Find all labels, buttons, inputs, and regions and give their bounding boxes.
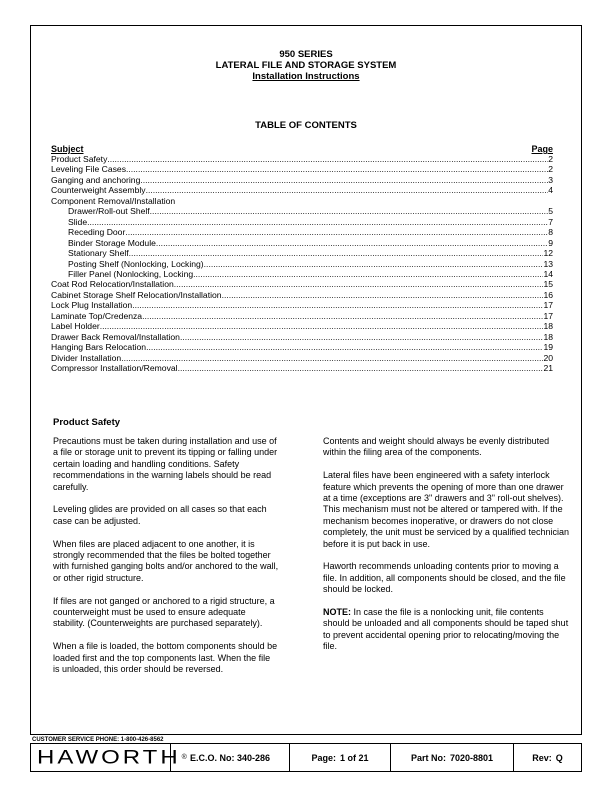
system-title: LATERAL FILE AND STORAGE SYSTEM	[215, 60, 397, 71]
toc-entry	[51, 269, 553, 279]
toc-entry-page: 9	[548, 237, 553, 248]
page-frame	[30, 25, 582, 735]
toc-entry-page: 2	[548, 164, 553, 175]
toc-leader-dots	[146, 185, 549, 195]
toc-entry-title: Lock Plug Installation	[51, 300, 133, 311]
toc-entry	[51, 311, 553, 321]
footer-bar	[30, 743, 582, 772]
toc-entry-title: Divider Installation	[51, 352, 122, 363]
toc-leader-dots	[140, 175, 548, 185]
toc-entry-page: 14	[543, 268, 553, 279]
toc-leader-dots	[180, 332, 543, 342]
note-label: NOTE:	[323, 607, 351, 618]
toc-entry-title: Coat Rod Relocation/Installation	[51, 279, 174, 290]
toc-leader-dots	[178, 363, 544, 373]
toc-entry-page: 12	[543, 248, 553, 259]
toc-entry-title: Leveling File Cases	[51, 164, 126, 175]
toc-entry-title: Component Removal/Installation	[51, 195, 176, 206]
toc-entry	[51, 259, 553, 269]
safety-paragraph: When files are placed adjacent to one another, it is strongly recommended that the files be bolted together with furnished ganging bolts and/or anchored to the wall, or other rigid structure.	[53, 538, 279, 583]
toc-entry-page: 19	[543, 342, 553, 353]
toc-entry-page: 17	[543, 310, 553, 321]
toc-list	[51, 154, 553, 374]
toc-leader-dots	[100, 321, 544, 331]
series-title: 950 SERIES	[279, 49, 333, 60]
toc-entry-title: Laminate Top/Credenza	[51, 310, 143, 321]
toc-entry	[51, 342, 553, 352]
toc-entry-page: 13	[543, 258, 553, 269]
product-safety-left-column	[53, 436, 279, 687]
toc-leader-dots	[87, 217, 548, 227]
table-of-contents	[51, 144, 553, 374]
toc-entry-title: Stationary Shelf	[68, 248, 129, 259]
toc-entry	[51, 363, 553, 373]
toc-entry-page: 7	[548, 216, 553, 227]
part-number	[391, 744, 514, 771]
logo-wordmark: HAWORTH	[37, 746, 181, 769]
toc-entry-title: Cabinet Storage Shelf Relocation/Installation	[51, 289, 222, 300]
toc-entry-page: 16	[543, 289, 553, 300]
toc-entry-title: Label Holder	[51, 321, 100, 332]
toc-entry-title: Filler Panel (Nonlocking, Locking	[68, 268, 194, 279]
toc-entry-title: Hanging Bars Relocation	[51, 342, 147, 353]
toc-entry	[51, 300, 553, 310]
rev-label: Rev:	[532, 752, 552, 763]
toc-entry-page: 4	[548, 185, 553, 196]
page-label: Page:	[311, 752, 336, 763]
customer-service-phone: CUSTOMER SERVICE PHONE: 1-800-426-8562	[32, 737, 164, 743]
toc-entry-title: Slide	[68, 216, 88, 227]
toc-entry	[51, 185, 553, 195]
toc-entry	[51, 248, 553, 258]
toc-entry-title: Compressor Installation/Removal	[51, 363, 178, 374]
toc-subject-header: Subject	[51, 144, 84, 154]
toc-header-row	[51, 144, 553, 154]
eco-number: E.C.O. No: 340-286	[171, 744, 290, 771]
toc-entry-title: Binder Storage Module	[68, 237, 156, 248]
toc-leader-dots	[146, 342, 543, 352]
toc-leader-dots	[204, 259, 544, 269]
note-text: In case the file is a nonlocking unit, file contents should be unloaded and all components should be taped shut to prevent accidental opening prior to relocating/moving the file.	[323, 607, 569, 652]
toc-page-header: Page	[531, 144, 553, 154]
toc-entry-page: 8	[548, 227, 553, 238]
safety-paragraph: Haworth recommends unloading contents prior to moving a file. In addition, all components should be closed, and the file should be locked.	[323, 561, 566, 595]
safety-paragraph: Contents and weight should always be evenly distributed within the filing area of the components.	[323, 436, 550, 458]
toc-leader-dots	[222, 290, 544, 300]
toc-leader-dots	[126, 164, 548, 174]
toc-entry-page: 18	[543, 331, 553, 342]
toc-entry-page: 15	[543, 279, 553, 290]
part-label: Part No:	[410, 752, 446, 763]
toc-entry-page: 5	[548, 206, 553, 217]
page-number	[290, 744, 391, 771]
toc-leader-dots	[121, 353, 543, 363]
toc-entry-page: 18	[543, 321, 553, 332]
toc-leader-dots	[132, 300, 543, 310]
safety-paragraph: When a file is loaded, the bottom components should be loaded first and the top components last. When the file is unloaded, this order should be reversed.	[53, 641, 278, 675]
toc-entry	[51, 321, 553, 331]
toc-entry	[51, 353, 553, 363]
toc-entry	[51, 238, 553, 248]
haworth-logo	[31, 744, 187, 771]
toc-entry	[51, 279, 553, 289]
revision	[514, 744, 581, 771]
toc-entry-page: 3	[548, 174, 553, 185]
safety-note	[323, 607, 569, 653]
document-header	[31, 49, 581, 82]
product-safety-right-column	[323, 436, 569, 664]
toc-entry-page: 17	[543, 300, 553, 311]
toc-entry-page: 2	[548, 154, 553, 164]
toc-entry	[51, 332, 553, 342]
toc-entry	[51, 154, 553, 164]
toc-entry	[51, 175, 553, 185]
toc-title: TABLE OF CONTENTS	[255, 120, 357, 131]
toc-leader-dots	[156, 238, 548, 248]
page-value: 1 of 21	[340, 752, 369, 763]
toc-entry	[51, 227, 553, 237]
safety-paragraph: Precautions must be taken during installation and use of a file or storage unit to prevent its tipping or falling under certain loading and handling conditions. Safety recommendations in the warning labels should be read carefully.	[53, 436, 278, 492]
registered-mark: ®	[181, 754, 187, 761]
part-value: 7020-8801	[449, 752, 494, 763]
toc-leader-dots	[107, 154, 548, 164]
toc-leader-dots	[193, 269, 543, 279]
toc-entry-title: Receding Door	[68, 227, 126, 238]
safety-paragraph: Leveling glides are provided on all cases so that each case can be adjusted.	[53, 504, 267, 526]
doc-type-title: Installation Instructions	[252, 71, 360, 82]
safety-paragraph: If files are not ganged or anchored to a rigid structure, a counterweight must be used to ensure adequate stability. (Counterweights are purchased separately).	[53, 595, 275, 629]
toc-entry	[51, 206, 553, 216]
product-safety-title: Product Safety	[53, 417, 121, 428]
toc-leader-dots	[125, 227, 548, 237]
toc-entry-title: Counterweight Assembly	[51, 185, 146, 196]
toc-entry-page: 21	[543, 363, 553, 374]
safety-paragraph: Lateral files have been engineered with a safety interlock feature which prevents the opening of more than one drawer at a time (exceptions are 3" drawers and 3" roll-out shelves). This mechanism must not be altered or tampered with. If the mechanism becomes inoperative, or drawers do not close completely, the unit must be serviced by a qualified technician before it is put back in use.	[323, 470, 569, 549]
toc-entry-page: 20	[543, 352, 553, 363]
toc-leader-dots	[142, 311, 543, 321]
toc-entry-title: Posting Shelf (Nonlocking, Locking)	[68, 258, 204, 269]
toc-entry-title: Product Safety	[51, 154, 108, 164]
rev-value: Q	[555, 752, 563, 763]
toc-entry	[51, 217, 553, 227]
toc-entry	[51, 196, 553, 206]
toc-leader-dots	[150, 206, 549, 216]
toc-entry	[51, 164, 553, 174]
toc-entry	[51, 290, 553, 300]
toc-entry-title: Drawer Back Removal/Installation	[51, 331, 180, 342]
toc-leader-dots	[174, 279, 544, 289]
toc-entry-title: Ganging and anchoring	[51, 174, 141, 185]
toc-leader-dots	[129, 248, 544, 258]
toc-entry-title: Drawer/Roll-out Shelf	[68, 206, 150, 217]
